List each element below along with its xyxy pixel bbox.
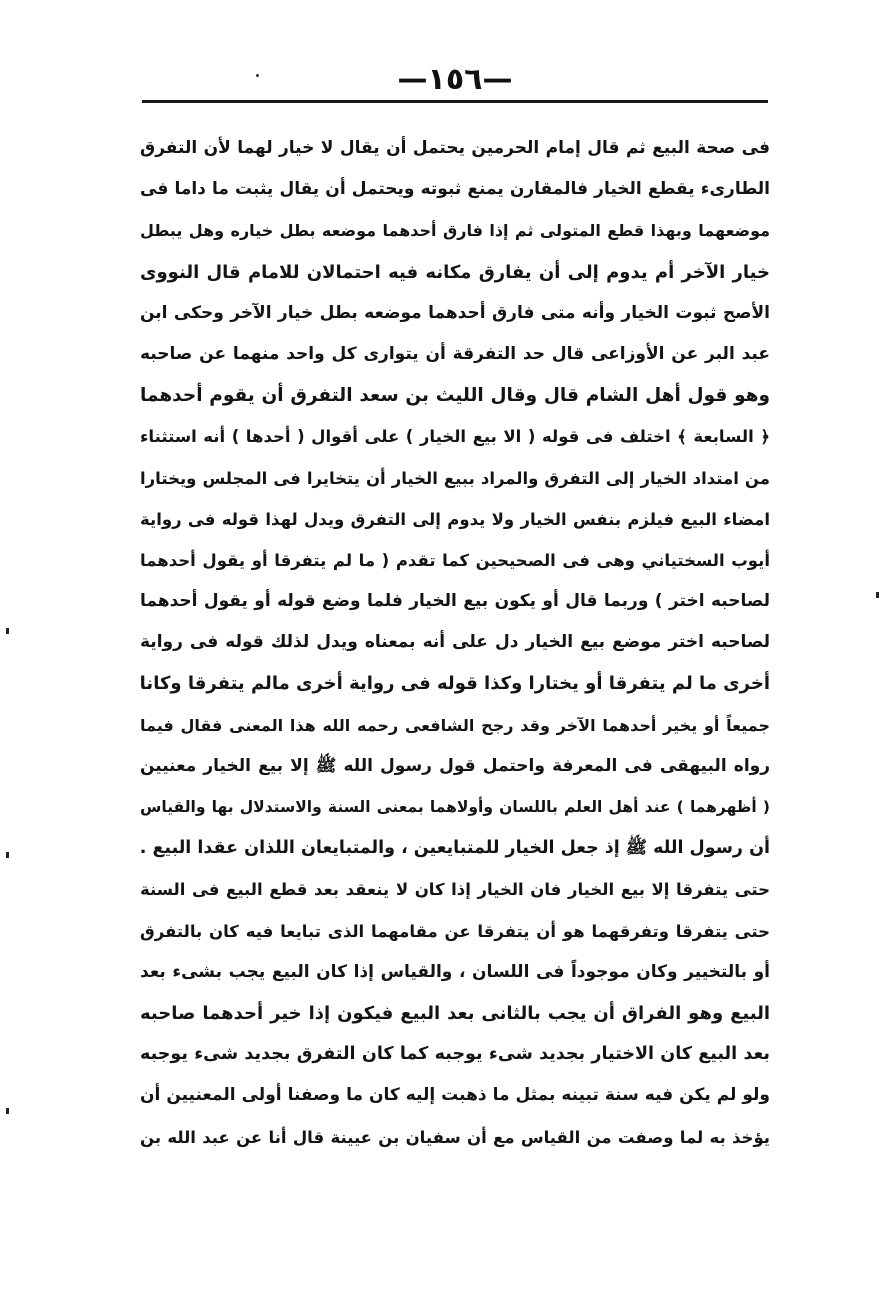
text-line: امضاء البيع فيلزم بنفس الخيار ولا يدوم إلى التفرق ويدل لهذا قوله فى رواية [140,509,770,529]
margin-mark [876,592,879,598]
text-line: وهو قول أهل الشام قال وقال الليث بن سعد التفرق أن يقوم أحدهما [140,385,770,407]
text-line: أخرى ما لم يتفرقا أو يختارا وكذا قوله فى رواية أخرى مالم يتفرقا وكانا [140,673,770,695]
text-line: الأصح ثبوت الخيار وأنه متى فارق أحدهما موضعه بطل خيار الآخر وحكى ابن [140,302,770,323]
text-line: جميعاً أو يخير أحدهما الآخر وقد رجح الشافعى رحمه الله هذا المعنى فقال فيما [140,715,770,735]
text-line: أن رسول الله ﷺ إذ جعل الخيار للمتبايعين ، والمتبايعان اللذان عقدا البيع . [140,838,770,859]
margin-mark [6,1108,9,1114]
text-line: حتى يتفرقا إلا بيع الخيار فان الخيار إذا كان لا ينعقد بعد قطع البيع فى السنة [140,880,770,900]
margin-mark [6,628,9,634]
page-body [140,128,770,1158]
text-line: حتى يتفرقا وتفرقهما هو أن يتفرقا عن مقامهما الذى تبايعا فيه كان بالتفرق [140,921,770,941]
text-line: خيار الآخر أم يدوم إلى أن يفارق مكانه فيه احتمالان للامام قال النووى [140,261,770,283]
page-number: —١٥٦— [397,62,513,97]
text-line: أو بالتخيير وكان موجوداً فى اللسان ، والقياس إذا كان البيع يجب بشىء بعد [140,961,770,982]
text-line: ( أظهرهما ) عند أهل العلم باللسان وأولاهما بمعنى السنة والاستدلال بها والقياس [140,798,770,816]
text-line: بعد البيع كان الاختيار بجديد شىء يوجبه كما كان التفرق بجديد شىء يوجبه [140,1044,770,1065]
text-line: فى صحة البيع ثم قال إمام الحرمين يحتمل أن يقال لا خيار لهما لأن التفرق [140,138,770,158]
page-header [0,62,892,102]
text-line: الطارىء يقطع الخيار فالمقارن يمنع ثبوته ويحتمل أن يقال يثبت ما داما فى [140,179,770,200]
text-line: عبد البر عن الأوزاعى قال حد التفرقة أن يتوارى كل واحد منهما عن صاحبه [140,343,770,364]
text-line: ولو لم يكن فيه سنة تبينه بمثل ما ذهبت إليه كان ما وصفنا أولى المعنيين أن [140,1085,770,1106]
header-rule [142,100,768,103]
text-line: رواه البيهقى فى المعرفة واحتمل قول رسول الله ﷺ إلا بيع الخيار معنيين [140,755,770,776]
text-line: البيع وهو الفراق أن يجب بالثانى بعد البيع فيكون إذا خير أحدهما صاحبه [140,1002,770,1024]
text-line: لصاحبه اختر موضع بيع الخيار دل على أنه بمعناه ويدل لذلك قوله فى رواية [140,632,770,653]
text-line: موضعهما وبهذا قطع المتولى ثم إذا فارق أحدهما موضعه بطل خياره وهل يبطل [140,221,770,241]
text-line: يؤخذ به لما وصفت من القياس مع أن سفيان بن عيينة قال أنا عن عبد الله بن [140,1127,770,1147]
text-line: أيوب السختياني وهى فى الصحيحين كما تقدم ( ما لم يتفرقا أو يقول أحدهما [140,550,770,570]
text-line: لصاحبه اختر ) وربما قال أو يكون بيع الخيار فلما وضع قوله أو يقول أحدهما [140,591,770,612]
margin-mark [6,852,9,858]
text-line: من امتداد الخيار إلى التفرق والمراد ببيع الخيار أن يتخايرا فى المجلس ويختارا [140,468,770,488]
text-line: ﴿ السابعة ﴾ اختلف فى قوله ( الا بيع الخيار ) على أقوال ( أحدها ) أنه استثناء [140,427,770,447]
